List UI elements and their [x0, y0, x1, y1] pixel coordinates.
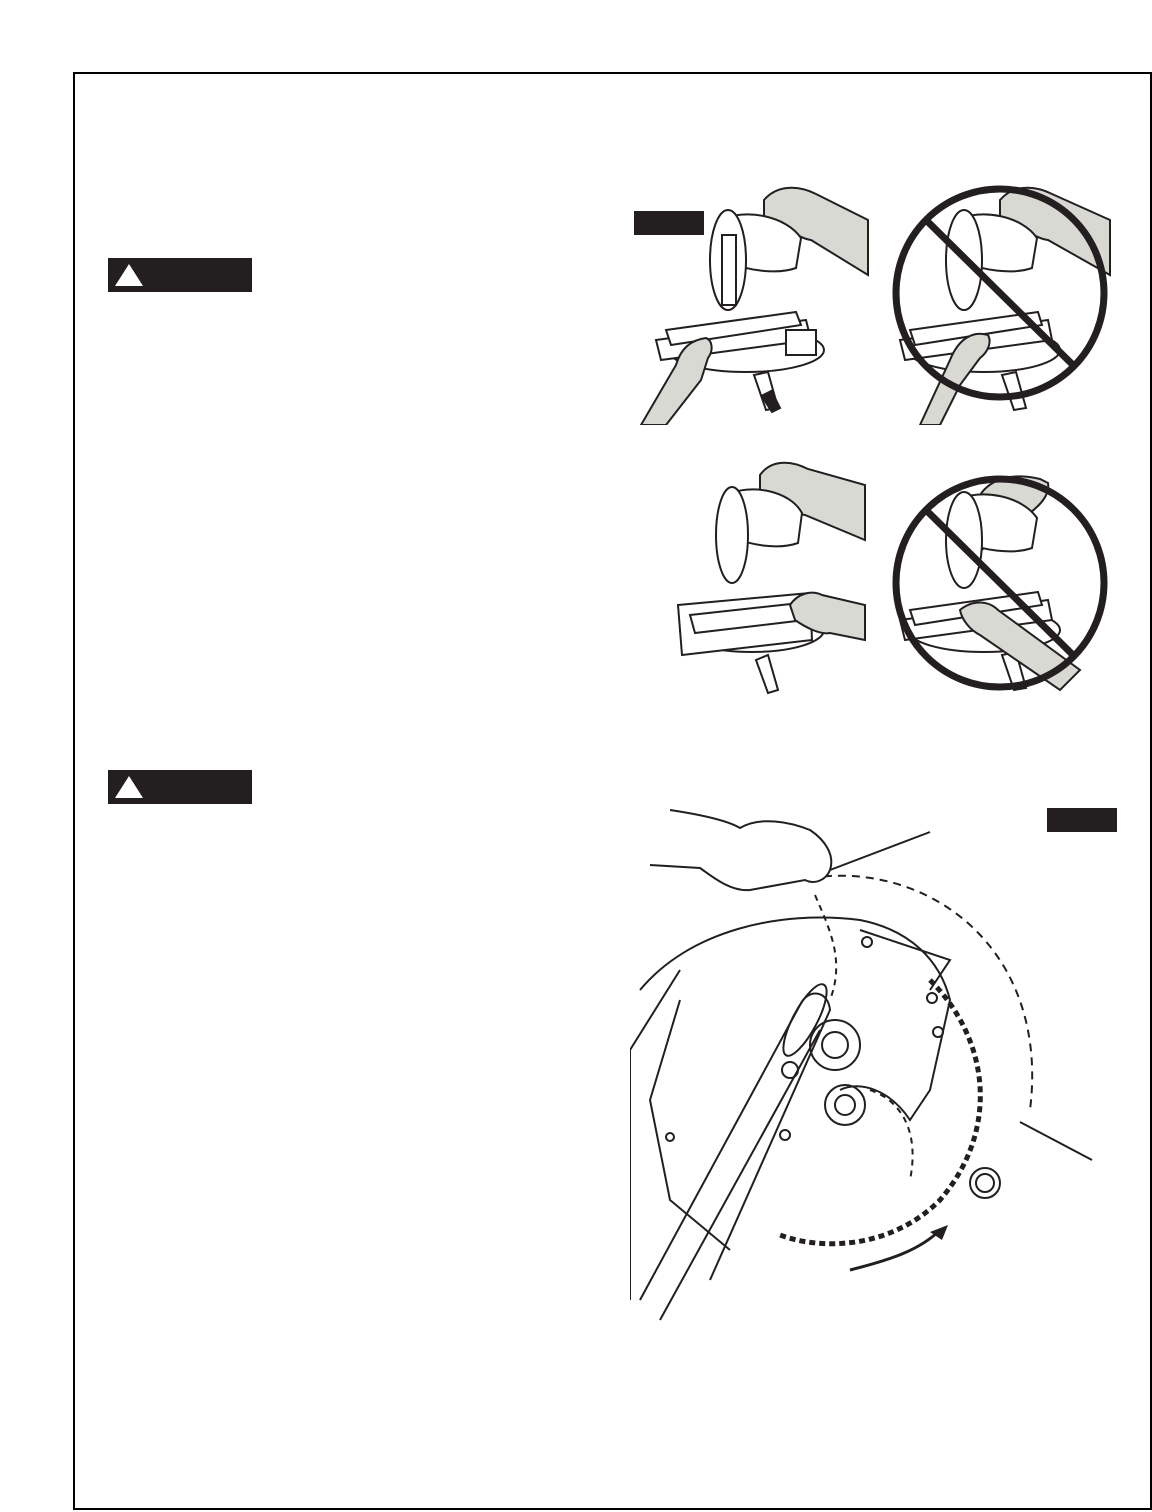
- incorrect-hand-position-figure: [880, 180, 1120, 425]
- incorrect-hand-position-figure-2: [880, 455, 1120, 700]
- correct-hand-position-figure-2: [660, 455, 875, 700]
- lower-guard-retraction-figure: [630, 800, 1100, 1330]
- warning-triangle-icon: [113, 774, 145, 800]
- warning-signal-bar: [108, 258, 252, 292]
- warning-signal-bar-2: [108, 770, 252, 804]
- warning-triangle-icon: [113, 262, 145, 288]
- correct-hand-position-figure: [636, 180, 876, 425]
